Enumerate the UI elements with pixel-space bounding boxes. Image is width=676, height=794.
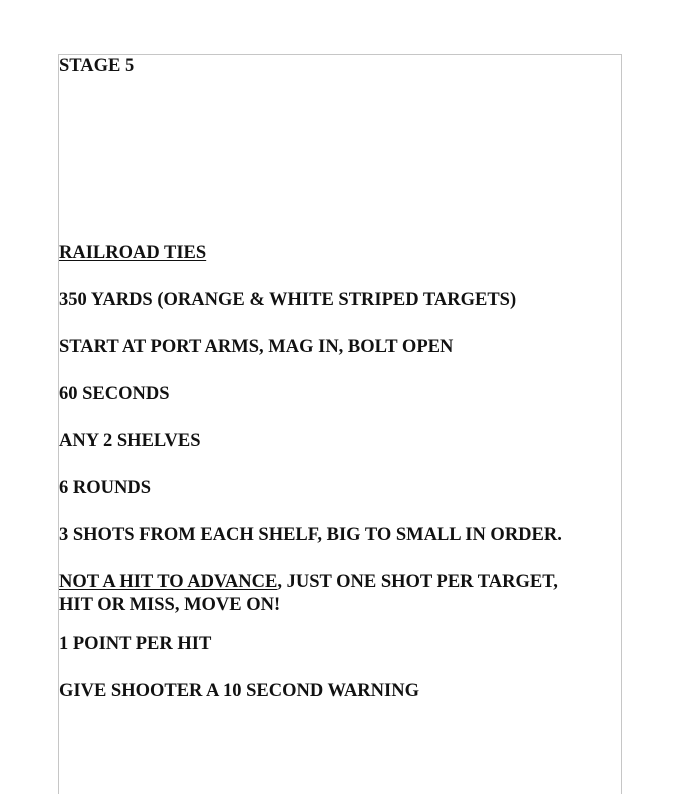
advance-rule-line [59,571,558,594]
advance-rule-rest: , JUST ONE SHOT PER TARGET, [277,572,558,592]
section-title: RAILROAD TIES [59,243,207,263]
points-line: 1 POINT PER HIT [59,634,212,654]
distance-line: 350 YARDS (ORANGE & WHITE STRIPED TARGETS) [59,290,517,310]
shelves-line: ANY 2 SHELVES [59,431,201,451]
time-limit-line: 60 SECONDS [59,384,170,404]
advance-rule-underlined: NOT A HIT TO ADVANCE [59,572,278,592]
shot-order-line: 3 SHOTS FROM EACH SHELF, BIG TO SMALL IN ORDER. [59,525,562,545]
rounds-line: 6 ROUNDS [59,478,151,498]
warning-line: GIVE SHOOTER A 10 SECOND WARNING [59,681,419,701]
start-position-line: START AT PORT ARMS, MAG IN, BOLT OPEN [59,337,454,357]
stage-title: STAGE 5 [59,56,135,76]
advance-rule-line-2: HIT OR MISS, MOVE ON! [59,595,281,615]
